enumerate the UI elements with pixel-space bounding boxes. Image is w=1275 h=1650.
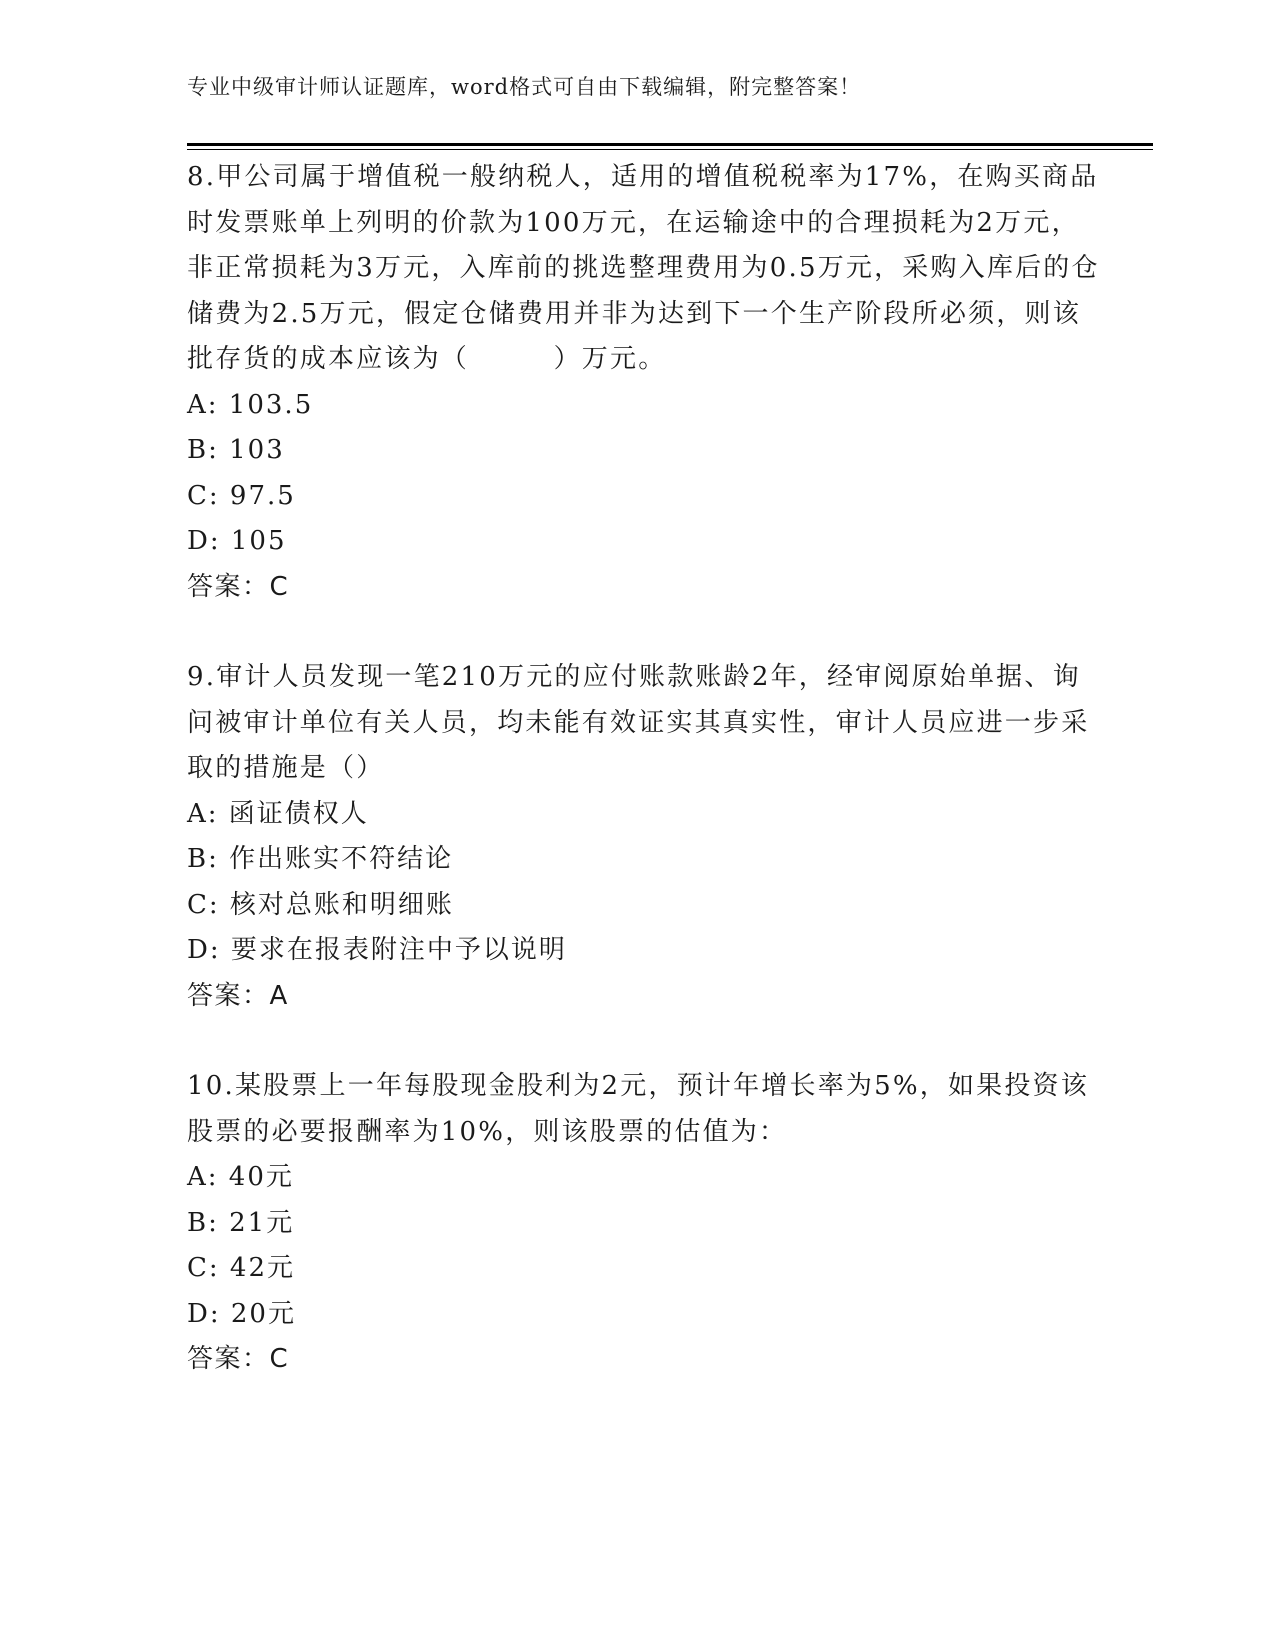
spacer <box>187 1019 1107 1064</box>
question-stem: 9.审计人员发现一笔210万元的应付账款账龄2年，经审阅原始单据、询问被审计单位有关人员，均未能有效证实其真实性，审计人员应进一步采取的措施是（） <box>187 662 1090 783</box>
option-d: D: 20元 <box>187 1298 296 1329</box>
option-c: C: 42元 <box>187 1253 296 1283</box>
option-a: A: 103.5 <box>187 389 314 420</box>
question-stem: 10.某股票上一年每股现金股利为2元，预计年增长率为5%，如果投资该股票的必要报酬率为10%，则该股票的估值为： <box>187 1071 1089 1147</box>
option-c: C: 97.5 <box>187 480 296 511</box>
option-d: D: 要求在报表附注中予以说明 <box>187 935 567 965</box>
page-header: 专业中级审计师认证题库，word格式可自由下载编辑，附完整答案！ <box>187 75 862 99</box>
question-8 <box>187 155 1107 610</box>
answer: 答案：A <box>187 980 289 1011</box>
question-10 <box>187 1064 1107 1383</box>
option-b: B: 21元 <box>187 1207 295 1238</box>
answer: 答案：C <box>187 571 290 602</box>
option-c: C: 核对总账和明细账 <box>187 889 454 920</box>
option-b: B: 作出账实不符结论 <box>187 844 454 874</box>
option-a: A: 40元 <box>187 1162 294 1192</box>
question-9 <box>187 655 1107 1019</box>
question-stem: 8.甲公司属于增值税一般纳税人，适用的增值税税率为17%，在购买商品时发票账单上列明的价款为100万元，在运输途中的合理损耗为2万元，非正常损耗为3万元，入库前的挑选整理费用为0.5万元，采购入库后的仓储费为2.5万元，假定仓储费用并非为达到下一个生产阶段所必须，则该批存货的成本应该为（ ）万元。 <box>187 162 1100 374</box>
question-list <box>187 155 1107 1383</box>
answer: 答案：C <box>187 1344 290 1374</box>
option-a: A: 函证债权人 <box>187 798 369 829</box>
spacer <box>187 610 1107 655</box>
option-d: D: 105 <box>187 526 287 556</box>
header-divider <box>187 143 1153 150</box>
option-b: B: 103 <box>187 435 285 465</box>
